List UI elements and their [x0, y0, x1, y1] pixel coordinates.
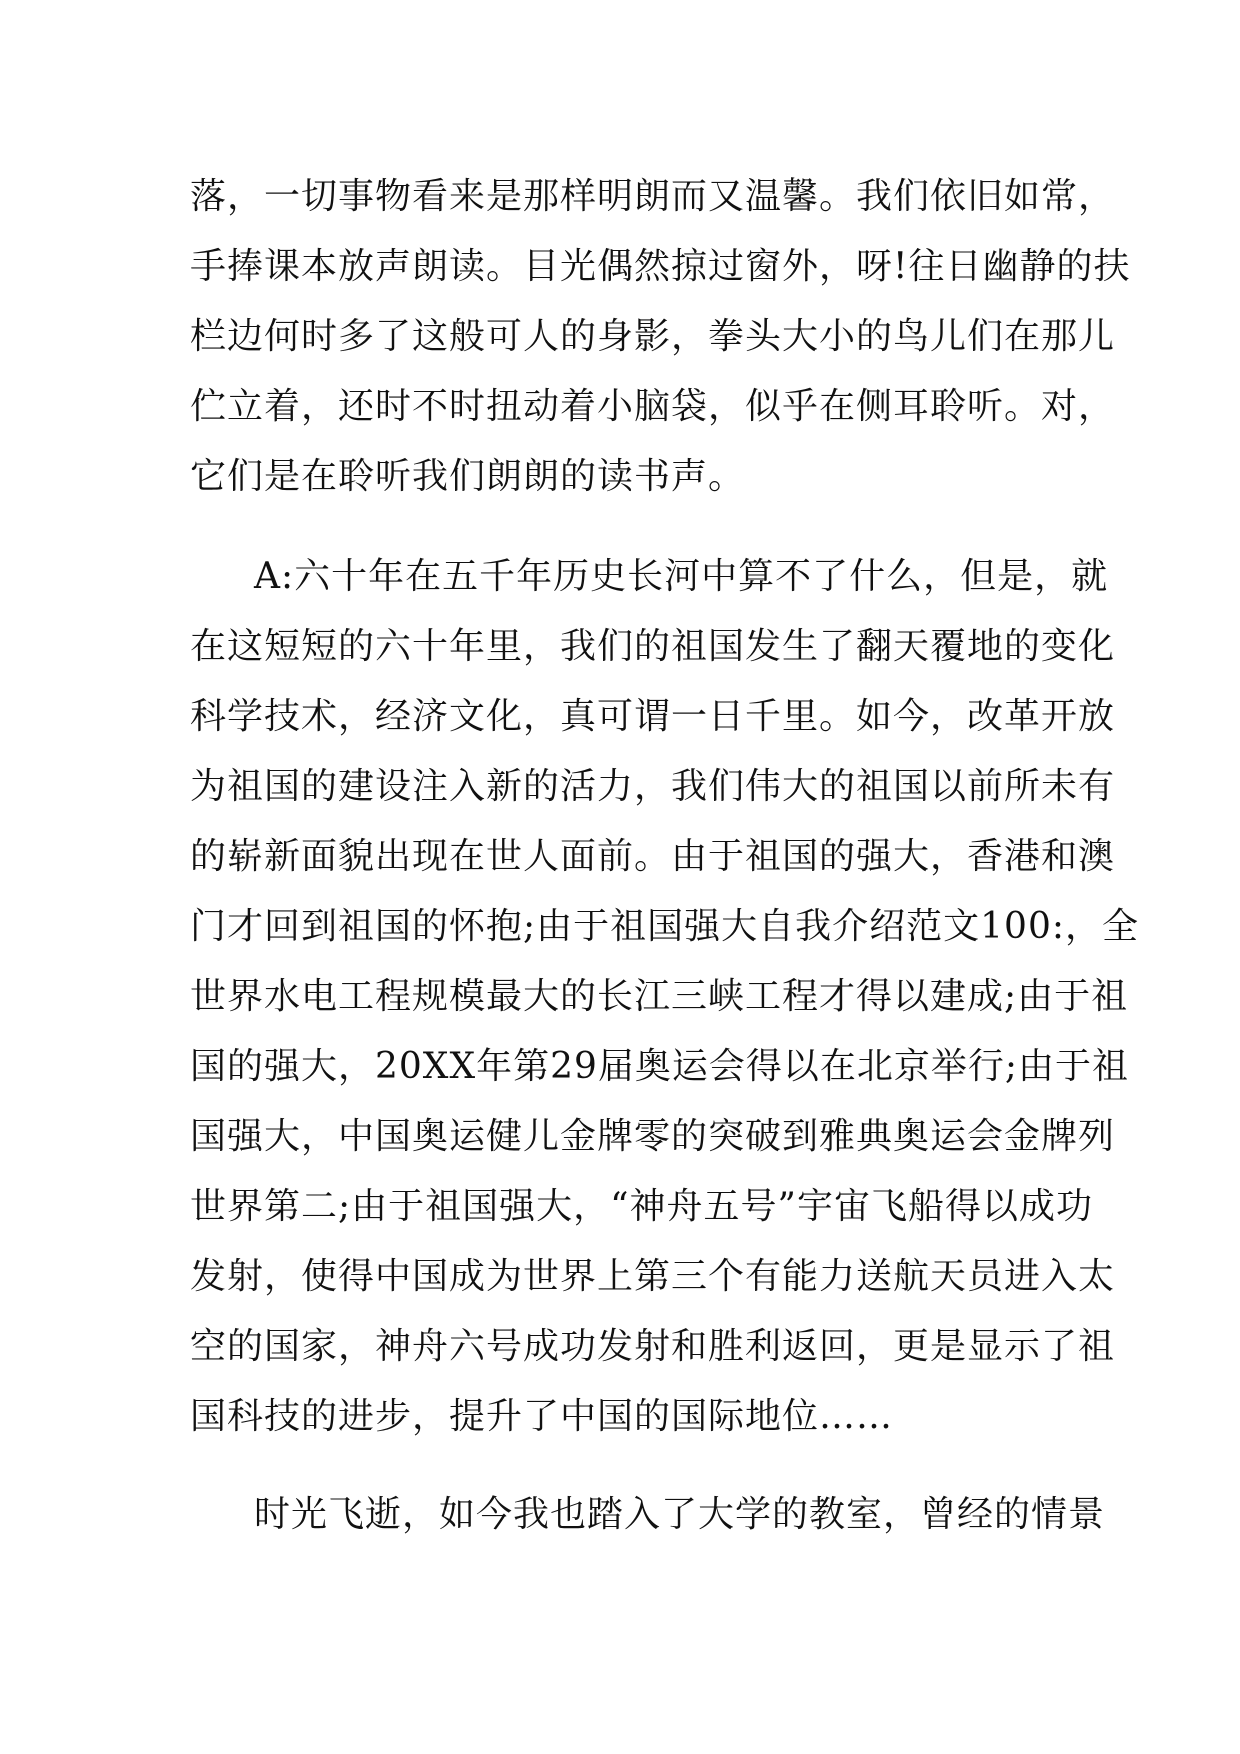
text-line: 国的强大，20XX年第29届奥运会得以在北京举行;由于祖 — [190, 1046, 1130, 1087]
text-line: 伫立着，还时不时扭动着小脑袋，似乎在侧耳聆听。对， — [190, 386, 1116, 427]
text-line: 时光飞逝，如今我也踏入了大学的教室，曾经的情景 — [254, 1494, 1106, 1535]
text-line: 门才回到祖国的怀抱;由于祖国强大自我介绍范文100:，全 — [190, 906, 1139, 947]
text-line: 世界水电工程规模最大的长江三峡工程才得以建成;由于祖 — [190, 976, 1129, 1017]
text-line: 栏边何时多了这般可人的身影，拳头大小的鸟儿们在那儿 — [190, 316, 1116, 357]
text-line: 在这短短的六十年里，我们的祖国发生了翻天覆地的变化 — [190, 626, 1116, 667]
text-line: 落，一切事物看来是那样明朗而又温馨。我们依旧如常， — [190, 176, 1116, 217]
text-line: 为祖国的建设注入新的活力，我们伟大的祖国以前所未有 — [190, 766, 1116, 807]
text-line: 科学技术，经济文化，真可谓一日千里。如今，改革开放 — [190, 696, 1116, 737]
text-line: 它们是在聆听我们朗朗的读书声。 — [190, 456, 746, 497]
text-line: 空的国家，神舟六号成功发射和胜利返回，更是显示了祖 — [190, 1326, 1116, 1367]
text-line: 国科技的进步，提升了中国的国际地位…… — [190, 1396, 894, 1437]
text-line: 的崭新面貌出现在世人面前。由于祖国的强大，香港和澳 — [190, 836, 1116, 877]
text-line: 国强大，中国奥运健儿金牌零的突破到雅典奥运会金牌列 — [190, 1116, 1116, 1157]
text-line: 手捧课本放声朗读。目光偶然掠过窗外，呀!往日幽静的扶 — [190, 246, 1131, 287]
text-line: A:六十年在五千年历史长河中算不了什么，但是，就 — [254, 556, 1109, 597]
text-line: 世界第二;由于祖国强大，“神舟五号”宇宙飞船得以成功 — [190, 1186, 1093, 1227]
text-line: 发射，使得中国成为世界上第三个有能力送航天员进入太 — [190, 1256, 1116, 1297]
